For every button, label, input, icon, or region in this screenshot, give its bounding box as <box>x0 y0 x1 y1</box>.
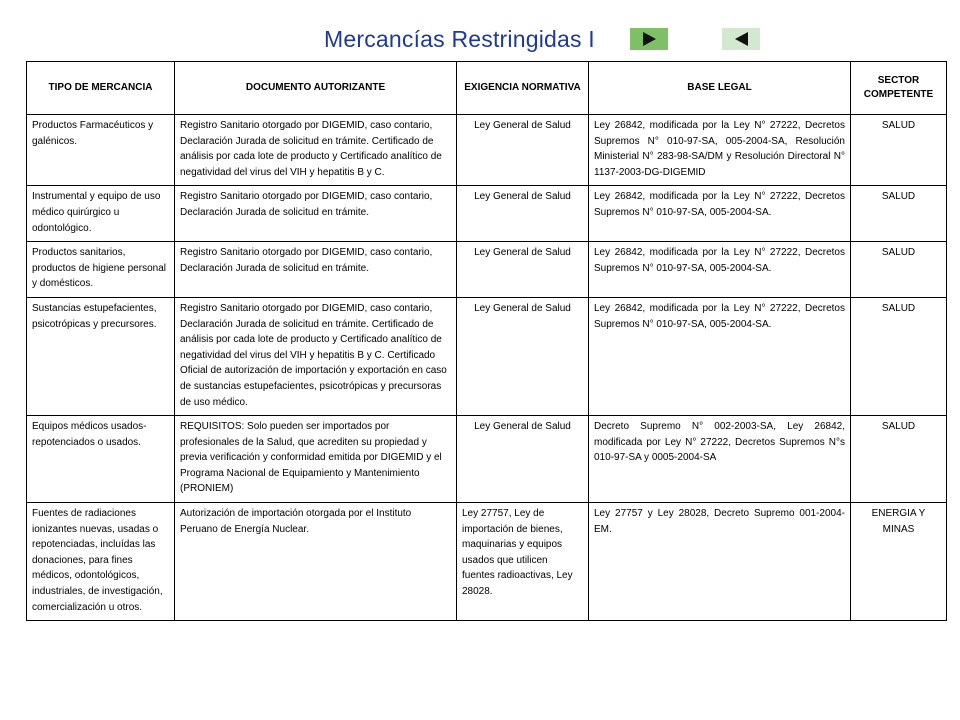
cell-tipo: Equipos médicos usados-repotenciados o usados. <box>27 416 175 503</box>
next-slide-button[interactable] <box>630 28 668 50</box>
table-row <box>27 186 947 242</box>
cell-tipo: Fuentes de radiaciones ionizantes nuevas, usadas o repotenciadas, incluídas las donaciones, para fines médicos, odontológicos, industriales, de investigación, comercialización u otros. <box>27 503 175 621</box>
play-right-icon <box>643 32 656 46</box>
table-header-row <box>27 62 947 115</box>
cell-documento: Registro Sanitario otorgado por DIGEMID, caso contario, Declaración Jurada de solicitud en trámite. <box>175 186 457 242</box>
cell-exigencia: Ley General de Salud <box>457 297 589 415</box>
cell-tipo: Instrumental y equipo de uso médico quirúrgico u odontológico. <box>27 186 175 242</box>
cell-exigencia: Ley 27757, Ley de importación de bienes, maquinarias y equipos usados que utilicen fuentes radioactivas, Ley 28028. <box>457 503 589 621</box>
cell-base-legal: Decreto Supremo N° 002-2003-SA, Ley 26842, modificada por Ley N° 27222, Decretos Supremos N°s 010-97-SA y 0005-2004-SA <box>589 416 851 503</box>
cell-base-legal: Ley 26842, modificada por la Ley N° 27222, Decretos Supremos N° 010-97-SA, 005-2004-SA. <box>589 297 851 415</box>
cell-tipo: Sustancias estupefacientes, psicotrópicas y precursores. <box>27 297 175 415</box>
column-header-tipo: TIPO DE MERCANCIA <box>27 62 175 115</box>
table-row <box>27 242 947 298</box>
cell-tipo: Productos Farmacéuticos y galénicos. <box>27 115 175 186</box>
cell-sector: SALUD <box>851 297 947 415</box>
column-header-documento: DOCUMENTO AUTORIZANTE <box>175 62 457 115</box>
cell-documento: Registro Sanitario otorgado por DIGEMID, caso contario, Declaración Jurada de solicitud en trámite. <box>175 242 457 298</box>
restricted-goods-table <box>26 61 947 621</box>
cell-base-legal: Ley 26842, modificada por la Ley N° 27222, Decretos Supremos N° 010-97-SA, 005-2004-SA. <box>589 242 851 298</box>
title-bar <box>0 22 960 56</box>
cell-base-legal: Ley 26842, modificada por la Ley N° 27222, Decretos Supremos N° 010-97-SA, 005-2004-SA, Resolución Ministerial N° 283-98-SA/DM y Resolución Directoral N° 1137-2003-DG-DIGEMID <box>589 115 851 186</box>
play-left-icon <box>735 32 748 46</box>
table-row <box>27 115 947 186</box>
previous-slide-button[interactable] <box>722 28 760 50</box>
cell-tipo: Productos sanitarios, productos de higiene personal y domésticos. <box>27 242 175 298</box>
table-row <box>27 503 947 621</box>
cell-base-legal: Ley 27757 y Ley 28028, Decreto Supremo 001-2004-EM. <box>589 503 851 621</box>
cell-documento: Registro Sanitario otorgado por DIGEMID, caso contario, Declaración Jurada de solicitud en trámite. Certificado de análisis por cada lote de producto y Certificado analítico de negatividad del virus del VIH y hepatitis B y C. Certificado Oficial de autorización de importación y exportación en caso de sustancias estupefacientes, psicotrópicas y precursoras de uso médico. <box>175 297 457 415</box>
cell-exigencia: Ley General de Salud <box>457 416 589 503</box>
table-row <box>27 297 947 415</box>
cell-documento: Autorización de importación otorgada por el Instituto Peruano de Energía Nuclear. <box>175 503 457 621</box>
cell-base-legal: Ley 26842, modificada por la Ley N° 27222, Decretos Supremos N° 010-97-SA, 005-2004-SA. <box>589 186 851 242</box>
column-header-sector: SECTOR COMPETENTE <box>851 62 947 115</box>
table-row <box>27 416 947 503</box>
cell-sector: ENERGIA Y MINAS <box>851 503 947 621</box>
page-title: Mercancías Restringidas I <box>324 26 595 52</box>
column-header-base-legal: BASE LEGAL <box>589 62 851 115</box>
cell-sector: SALUD <box>851 186 947 242</box>
cell-sector: SALUD <box>851 242 947 298</box>
cell-exigencia: Ley General de Salud <box>457 115 589 186</box>
cell-documento: REQUISITOS: Solo pueden ser importados por profesionales de la Salud, que acrediten su propiedad y previa verificación y conformidad emitida por DIGEMID y el Programa Nacional de Equipamiento y Mantenimiento (PRONIEM) <box>175 416 457 503</box>
cell-exigencia: Ley General de Salud <box>457 186 589 242</box>
cell-sector: SALUD <box>851 115 947 186</box>
cell-documento: Registro Sanitario otorgado por DIGEMID, caso contario, Declaración Jurada de solicitud en trámite. Certificado de análisis por cada lote de producto y Certificado analítico de negatividad del virus del VIH y hepatitis B y C. <box>175 115 457 186</box>
cell-sector: SALUD <box>851 416 947 503</box>
cell-exigencia: Ley General de Salud <box>457 242 589 298</box>
column-header-exigencia: EXIGENCIA NORMATIVA <box>457 62 589 115</box>
